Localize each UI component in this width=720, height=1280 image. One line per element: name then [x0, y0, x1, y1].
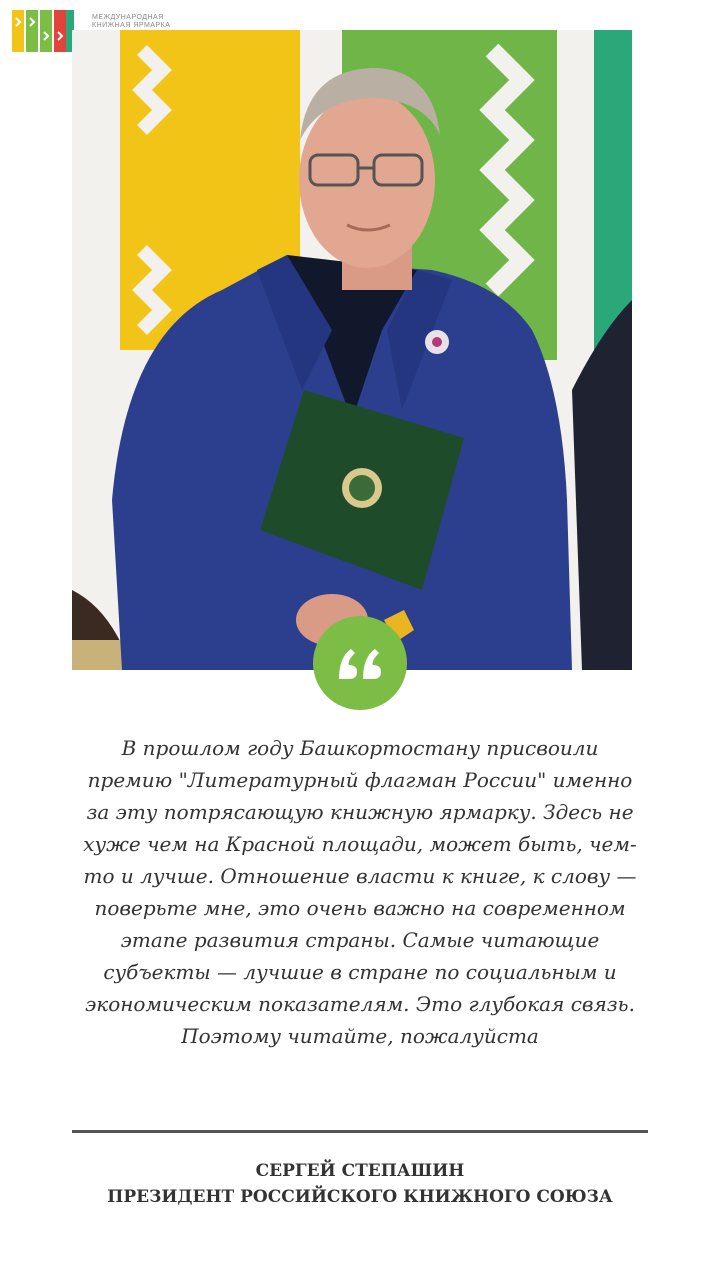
- portrait-illustration: [72, 30, 632, 670]
- author-name: СЕРГЕЙ СТЕПАШИН: [255, 1161, 465, 1181]
- quote-icon: [337, 645, 383, 681]
- logo-mark-icon: [12, 8, 74, 54]
- quote-badge: [313, 616, 407, 710]
- portrait-photo: [72, 30, 632, 670]
- author-block: [80, 1158, 640, 1210]
- logo-subtitle: МЕЖДУНАРОДНАЯ КНИЖНАЯ ЯРМАРКА: [92, 14, 171, 29]
- quote-text: В прошлом году Башкортостану присвоили премию "Литературный флагман России" именно за эту потрясающую книжную ярмарку. Здесь не хуже чем на Красной площади, может быть, чем-то и лучше. Отношение власти к книге, к слову — поверьте мне, это очень важно на современном этапе развития страны. Самые читающие субъекты — лучшие в стране по социальным и экономическим показателям. Это глубокая связь. Поэтому читайте, пожалуйста: [83, 736, 637, 1048]
- author-title: ПРЕЗИДЕНТ РОССИЙСКОГО КНИЖНОГО СОЮЗА: [107, 1187, 613, 1207]
- divider: [72, 1130, 648, 1133]
